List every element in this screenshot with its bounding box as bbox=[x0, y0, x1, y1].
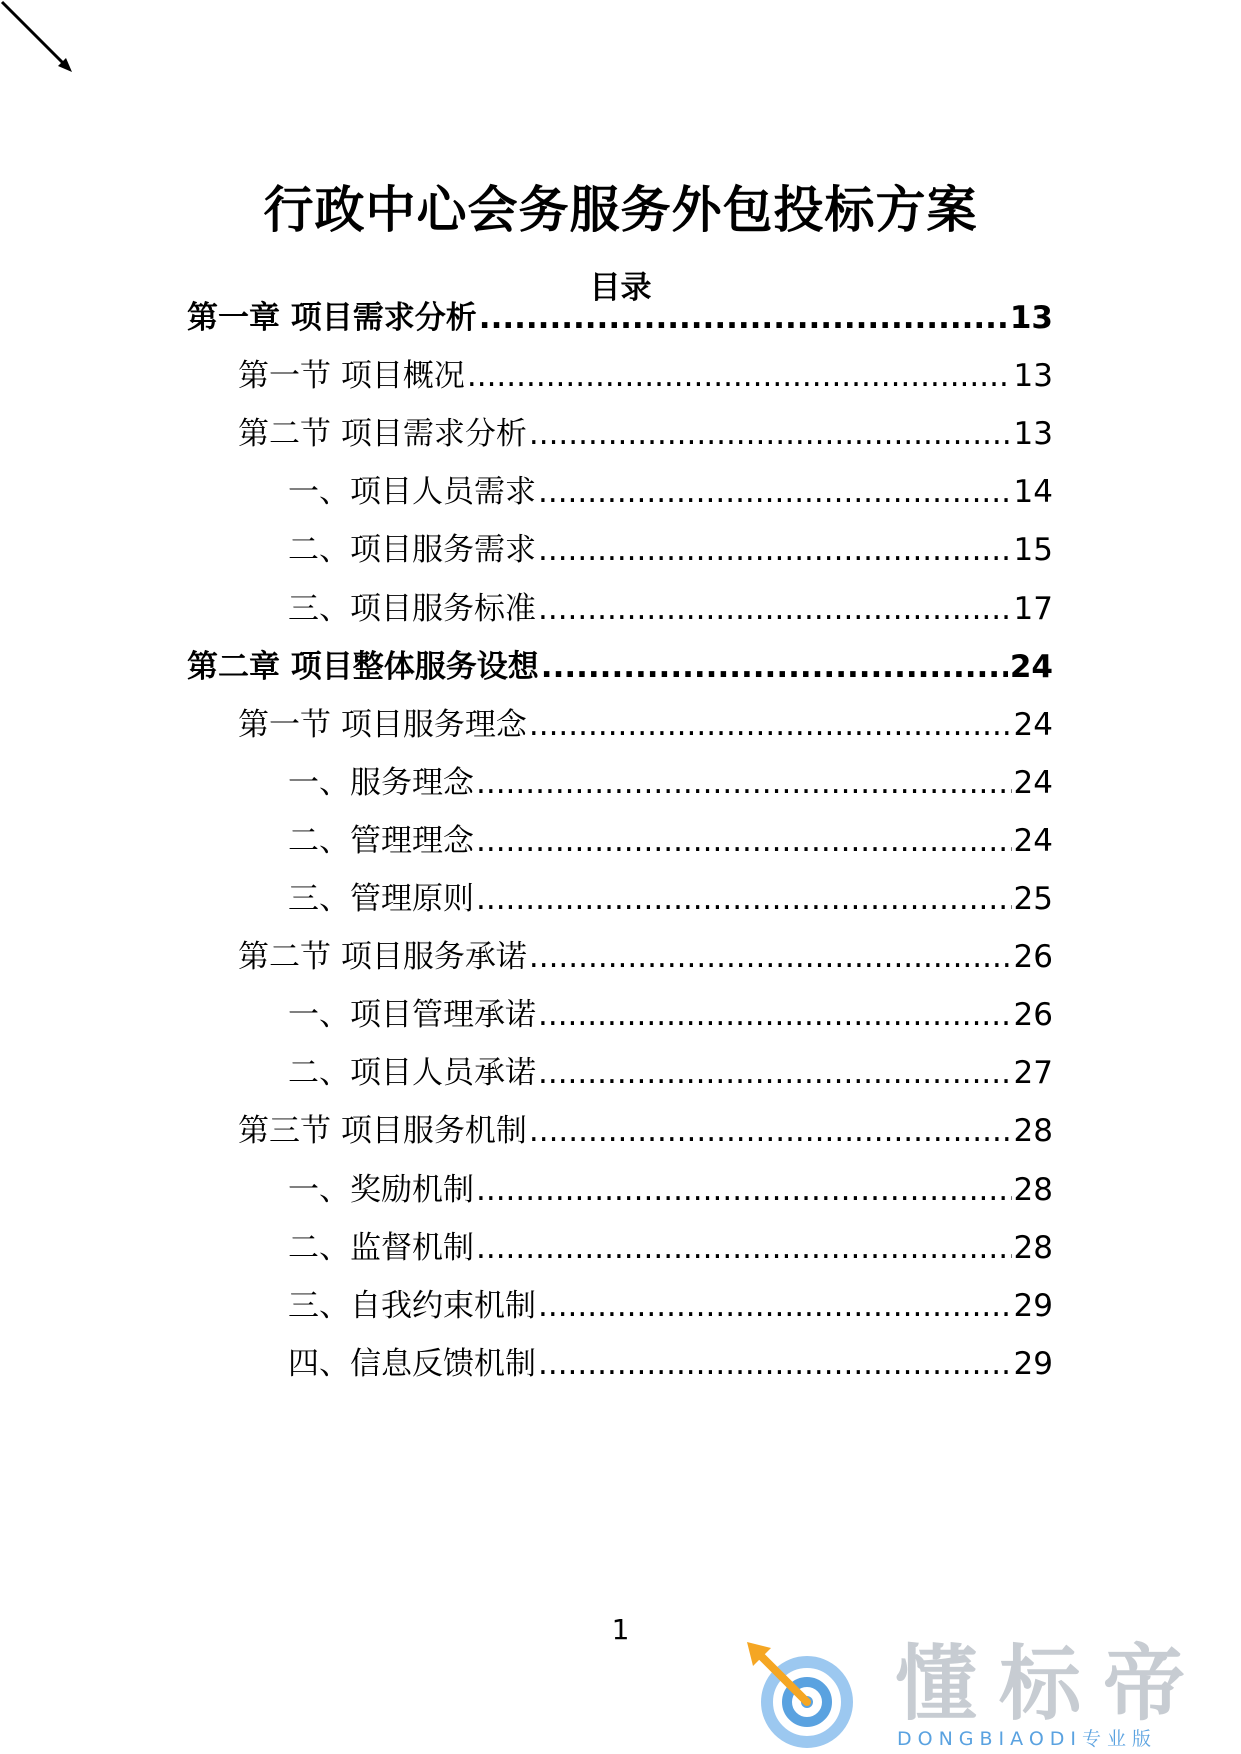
toc-entry-label: 二、项目服务需求 bbox=[288, 532, 536, 568]
toc-leader-dots bbox=[467, 356, 1012, 396]
toc-leader-dots bbox=[529, 414, 1012, 454]
toc-entry-label: 第一节 项目概况 bbox=[238, 358, 465, 394]
toc-leader-dots bbox=[538, 1053, 1012, 1093]
toc-entry-label: 二、管理理念 bbox=[288, 823, 474, 859]
toc-entry-label: 第三节 项目服务机制 bbox=[238, 1113, 527, 1149]
toc-entry[interactable] bbox=[288, 1162, 1053, 1210]
toc-entry[interactable] bbox=[238, 406, 1053, 454]
toc-entry-page: 24 bbox=[1013, 765, 1053, 801]
toc-entry-page: 29 bbox=[1013, 1346, 1053, 1382]
toc-leader-dots bbox=[529, 1111, 1012, 1151]
toc-entry-page: 24 bbox=[1013, 707, 1053, 743]
toc-entry-label: 第二章 项目整体服务设想 bbox=[187, 649, 539, 685]
toc-entry-page: 28 bbox=[1013, 1172, 1053, 1208]
toc-entry-label: 第二节 项目服务承诺 bbox=[238, 939, 527, 975]
toc-entry[interactable] bbox=[288, 464, 1053, 512]
toc-entry-page: 28 bbox=[1013, 1230, 1053, 1266]
document-title: 行政中心会务服务外包投标方案 bbox=[263, 181, 978, 239]
toc-entry[interactable] bbox=[288, 755, 1053, 803]
toc-leader-dots bbox=[476, 1170, 1012, 1210]
toc-entry-page: 13 bbox=[1009, 300, 1053, 336]
toc-entry-page: 25 bbox=[1013, 881, 1053, 917]
toc-entry[interactable] bbox=[288, 1220, 1053, 1268]
toc-leader-dots bbox=[476, 1228, 1012, 1268]
toc-entry-label: 二、项目人员承诺 bbox=[288, 1055, 536, 1091]
toc-entry[interactable] bbox=[288, 1278, 1053, 1326]
toc-entry-label: 三、自我约束机制 bbox=[288, 1288, 536, 1324]
toc-leader-dots bbox=[476, 879, 1012, 919]
watermark-brand: 懂标帝 bbox=[895, 1637, 1208, 1732]
toc-entry-label: 一、服务理念 bbox=[288, 765, 474, 801]
toc-entry-label: 一、奖励机制 bbox=[288, 1172, 474, 1208]
toc-leader-dots bbox=[538, 1286, 1012, 1326]
toc-entry[interactable] bbox=[288, 522, 1053, 570]
toc-entry[interactable] bbox=[288, 871, 1053, 919]
toc-entry-page: 27 bbox=[1013, 1055, 1053, 1091]
toc-leader-dots bbox=[538, 472, 1012, 512]
toc-entry[interactable] bbox=[288, 1045, 1053, 1093]
toc-leader-dots bbox=[538, 995, 1012, 1035]
toc-entry-page: 17 bbox=[1013, 591, 1053, 627]
toc-entry[interactable] bbox=[288, 987, 1053, 1035]
target-logo-icon bbox=[745, 1640, 865, 1750]
toc-entry-page: 26 bbox=[1013, 997, 1053, 1033]
toc-entry[interactable] bbox=[187, 639, 1053, 687]
toc-entry-page: 29 bbox=[1013, 1288, 1053, 1324]
toc-leader-dots bbox=[538, 589, 1012, 629]
toc-heading: 目录 bbox=[589, 270, 652, 306]
toc-entry-label: 一、项目管理承诺 bbox=[288, 997, 536, 1033]
toc-entry-label: 第一章 项目需求分析 bbox=[187, 300, 477, 336]
toc-leader-dots bbox=[541, 647, 1008, 687]
toc-entry-label: 二、监督机制 bbox=[288, 1230, 474, 1266]
toc-entry[interactable] bbox=[238, 1103, 1053, 1151]
toc-entry-page: 24 bbox=[1013, 823, 1053, 859]
toc-entry[interactable] bbox=[288, 1336, 1053, 1384]
toc-entry[interactable] bbox=[238, 348, 1053, 396]
toc-entry-page: 28 bbox=[1013, 1113, 1053, 1149]
toc-entry-label: 三、管理原则 bbox=[288, 881, 474, 917]
toc-entry-label: 第二节 项目需求分析 bbox=[238, 416, 527, 452]
toc-leader-dots bbox=[529, 937, 1012, 977]
toc-entry-page: 15 bbox=[1013, 532, 1053, 568]
toc-entry-page: 24 bbox=[1009, 649, 1053, 685]
toc-leader-dots bbox=[538, 530, 1012, 570]
toc-leader-dots bbox=[476, 763, 1012, 803]
toc-entry-page: 26 bbox=[1013, 939, 1053, 975]
toc-entry[interactable] bbox=[187, 290, 1053, 338]
toc-entry-label: 第一节 项目服务理念 bbox=[238, 707, 527, 743]
toc-entry[interactable] bbox=[238, 697, 1053, 745]
toc-leader-dots bbox=[479, 298, 1008, 338]
toc-entry-page: 13 bbox=[1013, 358, 1053, 394]
toc-entry[interactable] bbox=[288, 813, 1053, 861]
toc-entry-label: 三、项目服务标准 bbox=[288, 591, 536, 627]
toc-leader-dots bbox=[529, 705, 1012, 745]
toc-leader-dots bbox=[538, 1344, 1012, 1384]
toc-entry-page: 13 bbox=[1013, 416, 1053, 452]
toc-leader-dots bbox=[476, 821, 1012, 861]
toc-entry-label: 四、信息反馈机制 bbox=[288, 1346, 536, 1382]
toc-entry-page: 14 bbox=[1013, 474, 1053, 510]
watermark bbox=[745, 1637, 1235, 1750]
page-number: 1 bbox=[611, 1613, 630, 1646]
toc-entry[interactable] bbox=[288, 581, 1053, 629]
toc-entry-label: 一、项目人员需求 bbox=[288, 474, 536, 510]
corner-arrow-icon bbox=[0, 0, 80, 80]
toc-entry[interactable] bbox=[238, 929, 1053, 977]
watermark-subtitle: DONGBIAODI专业版 bbox=[897, 1728, 1158, 1750]
